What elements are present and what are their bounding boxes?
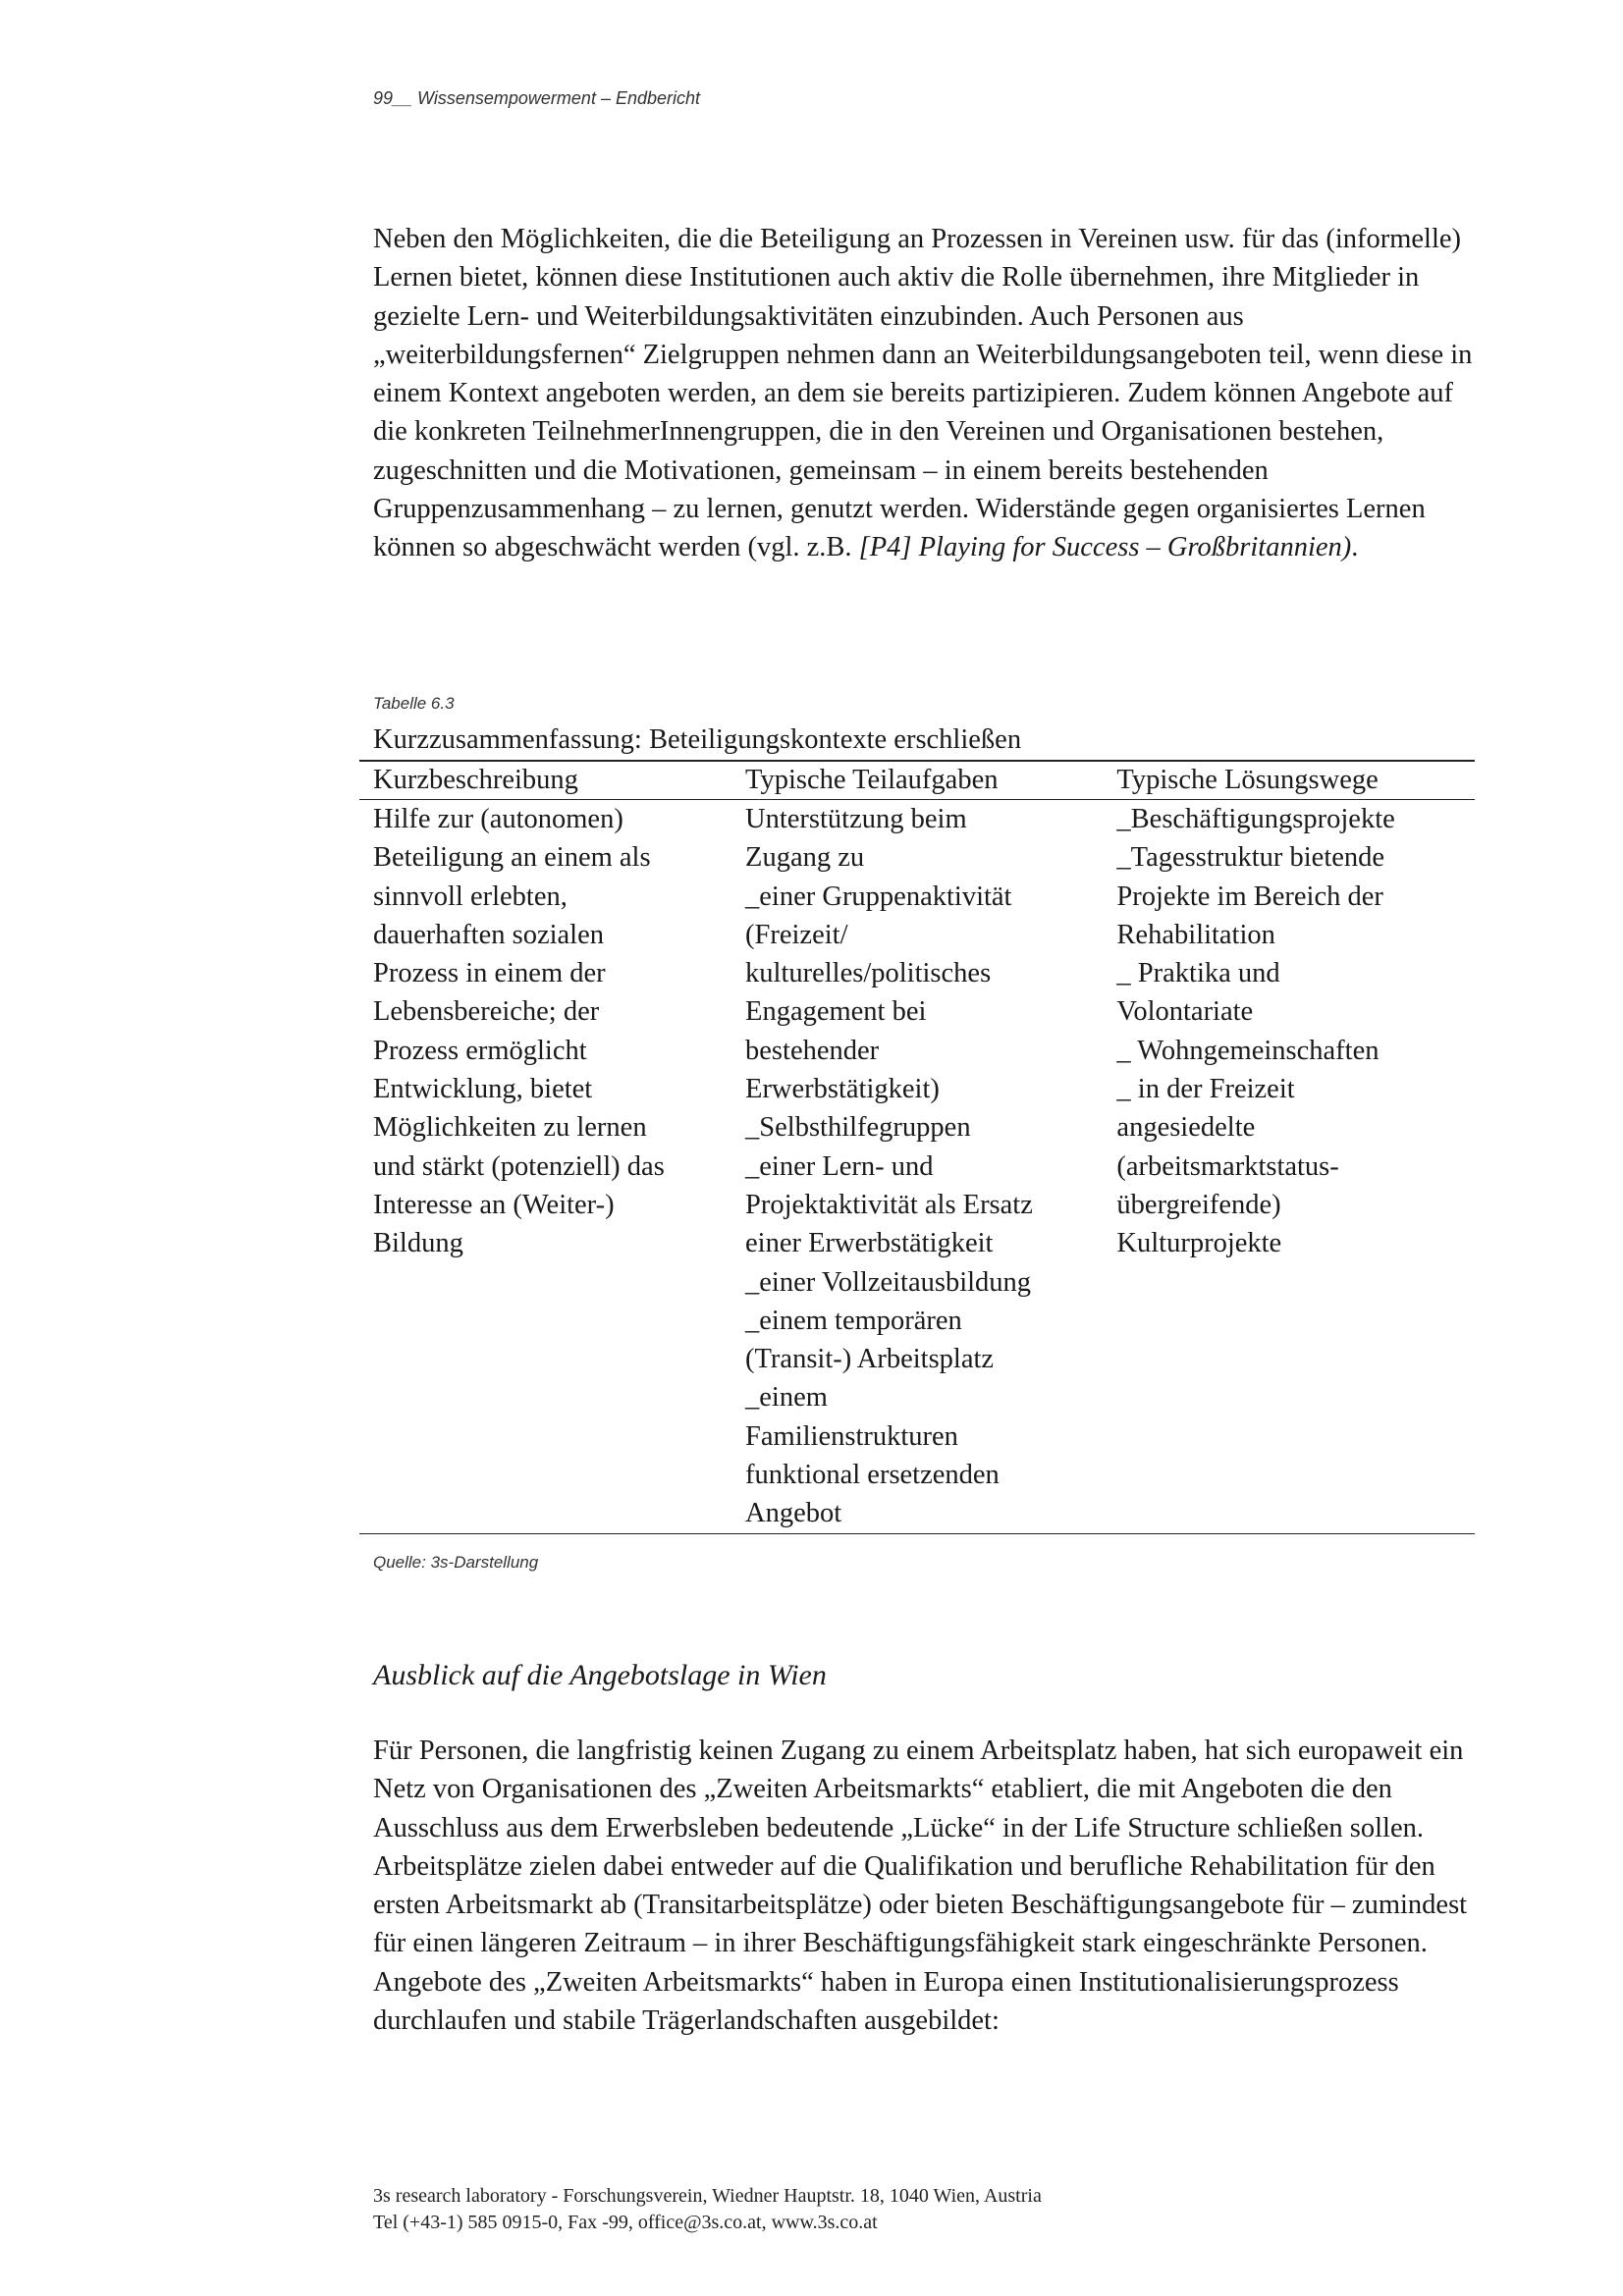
cell-line: angesiedelte bbox=[1116, 1112, 1256, 1144]
cell-line: _Beschäftigungsprojekte bbox=[1116, 804, 1395, 834]
footer-address: 3s research laboratory - Forschungsverein, Wiedner Hauptstr. 18, 1040 Wien, Austria bbox=[373, 2185, 1042, 2207]
cell-loesungswege bbox=[1103, 800, 1475, 1534]
cell-line: _ Praktika und bbox=[1116, 958, 1280, 989]
table-label: Tabelle 6.3 bbox=[373, 694, 455, 713]
cell-line: _einer Vollzeitausbildung bbox=[745, 1266, 1032, 1298]
cell-line: _Selbsthilfegruppen bbox=[745, 1112, 971, 1144]
cell-line: Projekte im Bereich der bbox=[1116, 881, 1383, 912]
cell-line: Bildung bbox=[373, 1228, 463, 1259]
cell-line: Prozess ermöglicht bbox=[373, 1035, 587, 1066]
cell-line: Hilfe zur (autonomen) bbox=[373, 804, 623, 834]
page-footer bbox=[373, 2183, 1042, 2236]
cell-line: einer Erwerbstätigkeit bbox=[745, 1228, 994, 1259]
section-heading: Ausblick auf die Angebotslage in Wien bbox=[373, 1659, 827, 1691]
cell-line: Unterstützung beim bbox=[745, 804, 967, 834]
cell-line: _ in der Freizeit bbox=[1116, 1074, 1295, 1105]
cell-line: _einer Lern- und bbox=[745, 1150, 934, 1182]
cell-line: übergreifende) bbox=[1116, 1189, 1281, 1220]
cell-line: Erwerbstätigkeit) bbox=[745, 1074, 940, 1105]
cell-line: Interesse an (Weiter-) bbox=[373, 1189, 615, 1220]
cell-line: Prozess in einem der bbox=[373, 958, 606, 989]
outlook-paragraph: Für Personen, die langfristig keinen Zugang zu einem Arbeitsplatz haben, hat sich europaweit ein Netz von Organisationen des „Zweiten Arbeitsmarkts“ etabliert, die mit Angeboten die den Ausschluss aus dem Erwerbsleben bedeutende „Lücke“ in der Life Structure schließen sollen. Arbeitsplätze zielen dabei entweder auf die Qualifikation und berufliche Rehabilitation für den ersten Arbeitsmarkt ab (Transitarbeitsplätze) oder bieten Beschäftigungsangebote für – zumindest für einen längeren Zeitraum – in ihrer Beschäftigungsfähigkeit stark eingeschränkte Personen. Angebote des „Zweiten Arbeitsmarkts“ haben in Europa einen Institutionalisierungsprozess durchlaufen und stabile Trägerlandschaften ausgebildet: bbox=[373, 1735, 1468, 2037]
cell-line: _einer Gruppenaktivität bbox=[745, 881, 1012, 912]
cell-line: Engagement bei bbox=[745, 996, 927, 1028]
cell-line: (Freizeit/ bbox=[745, 919, 848, 950]
cell-line: Rehabilitation bbox=[1116, 919, 1275, 950]
footer-contact: Tel (+43-1) 585 0915-0, Fax -99, office@3s.co.at, www.3s.co.at bbox=[373, 2212, 878, 2233]
cell-line: Angebot bbox=[745, 1498, 842, 1529]
header-teilaufgaben: Typische Teilaufgaben bbox=[731, 761, 1103, 800]
cell-line: _einem temporären bbox=[745, 1305, 962, 1336]
cell-line: _ Wohngemeinschaften bbox=[1116, 1035, 1380, 1066]
table-header-row bbox=[359, 761, 1475, 800]
intro-text-end: . bbox=[1351, 532, 1359, 563]
cell-line: Familienstrukturen bbox=[745, 1420, 958, 1452]
intro-citation: [P4] Playing for Success – Großbritannien) bbox=[858, 532, 1352, 563]
cell-line: Möglichkeiten zu lernen bbox=[373, 1112, 647, 1144]
table-source: Quelle: 3s-Darstellung bbox=[373, 1553, 539, 1572]
summary-table bbox=[359, 760, 1475, 1534]
cell-line: _einem bbox=[745, 1382, 828, 1414]
intro-paragraph bbox=[373, 220, 1473, 567]
header-loesungswege: Typische Lösungswege bbox=[1103, 761, 1475, 800]
cell-kurzbeschreibung bbox=[359, 800, 731, 1534]
cell-line: (Transit-) Arbeitsplatz bbox=[745, 1344, 995, 1375]
cell-line: kulturelles/politisches bbox=[745, 958, 992, 989]
table-row bbox=[359, 800, 1475, 1534]
cell-line: Kulturprojekte bbox=[1116, 1228, 1282, 1259]
cell-line: (arbeitsmarktstatus- bbox=[1116, 1150, 1339, 1182]
cell-line: bestehender bbox=[745, 1035, 880, 1066]
cell-line: sinnvoll erlebten, bbox=[373, 881, 568, 912]
cell-line: und stärkt (potenziell) das bbox=[373, 1150, 665, 1182]
cell-line: Volontariate bbox=[1116, 996, 1254, 1028]
cell-line: Lebensbereiche; der bbox=[373, 996, 600, 1028]
cell-line: Beteiligung an einem als bbox=[373, 842, 651, 874]
intro-text: Neben den Möglichkeiten, die die Beteiligung an Prozessen in Vereinen usw. für das (informelle) Lernen bietet, können diese Institutionen auch aktiv die Rolle übernehmen, ihre Mitglieder in gezielte Lern- und Weiterbildungsaktivitäten einzubinden. Auch Personen aus „weiterbildungsfernen“ Zielgruppen nehmen dann an Weiterbildungsangeboten teil, wenn diese in einem Kontext angeboten werden, an dem sie bereits partizipieren. Zudem können Angebote auf die konkreten TeilnehmerInnengruppen, die in den Vereinen und Organisationen bestehen, zugeschnitten und die Motivationen, gemeinsam – in einem bereits bestehenden Gruppenzusammenhang – zu lernen, genutzt werden. Widerstände gegen organisiertes Lernen können so abgeschwächt werden (vgl. z.B. bbox=[373, 224, 1473, 563]
running-header: 99__ Wissensempowerment – Endbericht bbox=[373, 88, 701, 108]
cell-line: funktional ersetzenden bbox=[745, 1460, 1000, 1491]
cell-line: dauerhaften sozialen bbox=[373, 919, 604, 950]
cell-line: Entwicklung, bietet bbox=[373, 1074, 593, 1105]
header-kurzbeschreibung: Kurzbeschreibung bbox=[359, 761, 731, 800]
cell-teilaufgaben bbox=[731, 800, 1103, 1534]
cell-line: Projektaktivität als Ersatz bbox=[745, 1189, 1033, 1220]
cell-line: Zugang zu bbox=[745, 842, 865, 874]
cell-line: _Tagesstruktur bietende bbox=[1116, 842, 1385, 874]
table-title: Kurzzusammenfassung: Beteiligungskontexte erschließen bbox=[373, 724, 1022, 755]
